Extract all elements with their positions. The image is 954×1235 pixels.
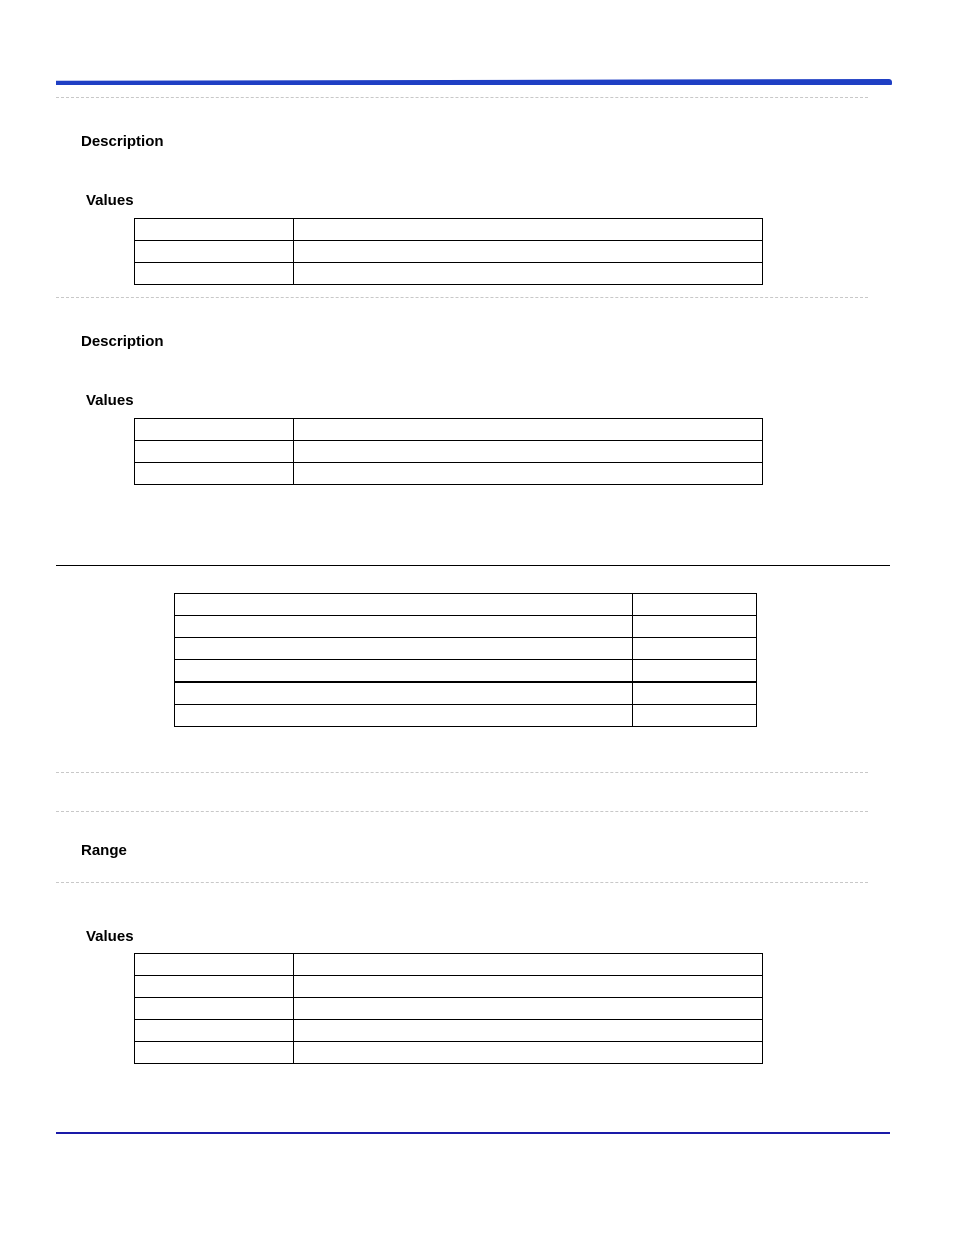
range-label: Range bbox=[81, 842, 127, 859]
section-divider bbox=[56, 882, 868, 883]
table-cell bbox=[294, 1020, 763, 1042]
table-cell bbox=[135, 419, 294, 441]
table-row bbox=[135, 1020, 763, 1042]
table-cell bbox=[135, 263, 294, 285]
middle-table bbox=[174, 593, 757, 727]
values-table-1 bbox=[134, 218, 763, 285]
table-row bbox=[135, 998, 763, 1020]
table-cell bbox=[294, 263, 763, 285]
table-cell bbox=[175, 594, 633, 616]
section-divider bbox=[56, 772, 868, 773]
table-cell bbox=[633, 660, 757, 683]
table-cell bbox=[294, 998, 763, 1020]
table-cell bbox=[294, 1042, 763, 1064]
table-cell bbox=[135, 1020, 294, 1042]
table-cell bbox=[633, 616, 757, 638]
footer-rule bbox=[56, 1132, 890, 1134]
table-row bbox=[135, 441, 763, 463]
table-cell bbox=[175, 660, 633, 683]
table-cell bbox=[633, 682, 757, 705]
table-row bbox=[135, 219, 763, 241]
table-row bbox=[135, 976, 763, 998]
table-cell bbox=[294, 954, 763, 976]
table-row bbox=[135, 419, 763, 441]
values-label-2: Values bbox=[86, 392, 134, 409]
values-table-2 bbox=[134, 418, 763, 485]
table-cell bbox=[294, 419, 763, 441]
section-divider bbox=[56, 811, 868, 812]
section-rule bbox=[56, 565, 890, 566]
table-cell bbox=[135, 441, 294, 463]
table-row bbox=[175, 705, 757, 727]
table-cell bbox=[135, 219, 294, 241]
table-cell bbox=[294, 976, 763, 998]
table-row bbox=[135, 263, 763, 285]
table-cell bbox=[294, 441, 763, 463]
values-table-3 bbox=[134, 953, 763, 1064]
table-cell bbox=[294, 241, 763, 263]
table-cell bbox=[135, 976, 294, 998]
table-cell bbox=[135, 954, 294, 976]
table-cell bbox=[135, 241, 294, 263]
table-row bbox=[175, 660, 757, 683]
table-row bbox=[135, 241, 763, 263]
table-cell bbox=[175, 638, 633, 660]
description-label-1: Description bbox=[81, 133, 164, 150]
table-row bbox=[135, 463, 763, 485]
table-row bbox=[175, 638, 757, 660]
table-cell bbox=[135, 1042, 294, 1064]
table-row bbox=[175, 682, 757, 705]
table-cell bbox=[633, 638, 757, 660]
table-row bbox=[135, 1042, 763, 1064]
table-row bbox=[175, 616, 757, 638]
table-cell bbox=[175, 682, 633, 705]
values-label-1: Values bbox=[86, 192, 134, 209]
table-row bbox=[175, 594, 757, 616]
table-cell bbox=[135, 463, 294, 485]
section-divider bbox=[56, 297, 868, 298]
values-label-3: Values bbox=[86, 928, 134, 945]
table-cell bbox=[175, 616, 633, 638]
table-cell bbox=[135, 998, 294, 1020]
header-rule bbox=[56, 79, 892, 85]
table-cell bbox=[633, 705, 757, 727]
table-cell bbox=[633, 594, 757, 616]
section-divider bbox=[56, 97, 868, 98]
table-cell bbox=[175, 705, 633, 727]
table-cell bbox=[294, 219, 763, 241]
table-cell bbox=[294, 463, 763, 485]
table-row bbox=[135, 954, 763, 976]
description-label-2: Description bbox=[81, 333, 164, 350]
